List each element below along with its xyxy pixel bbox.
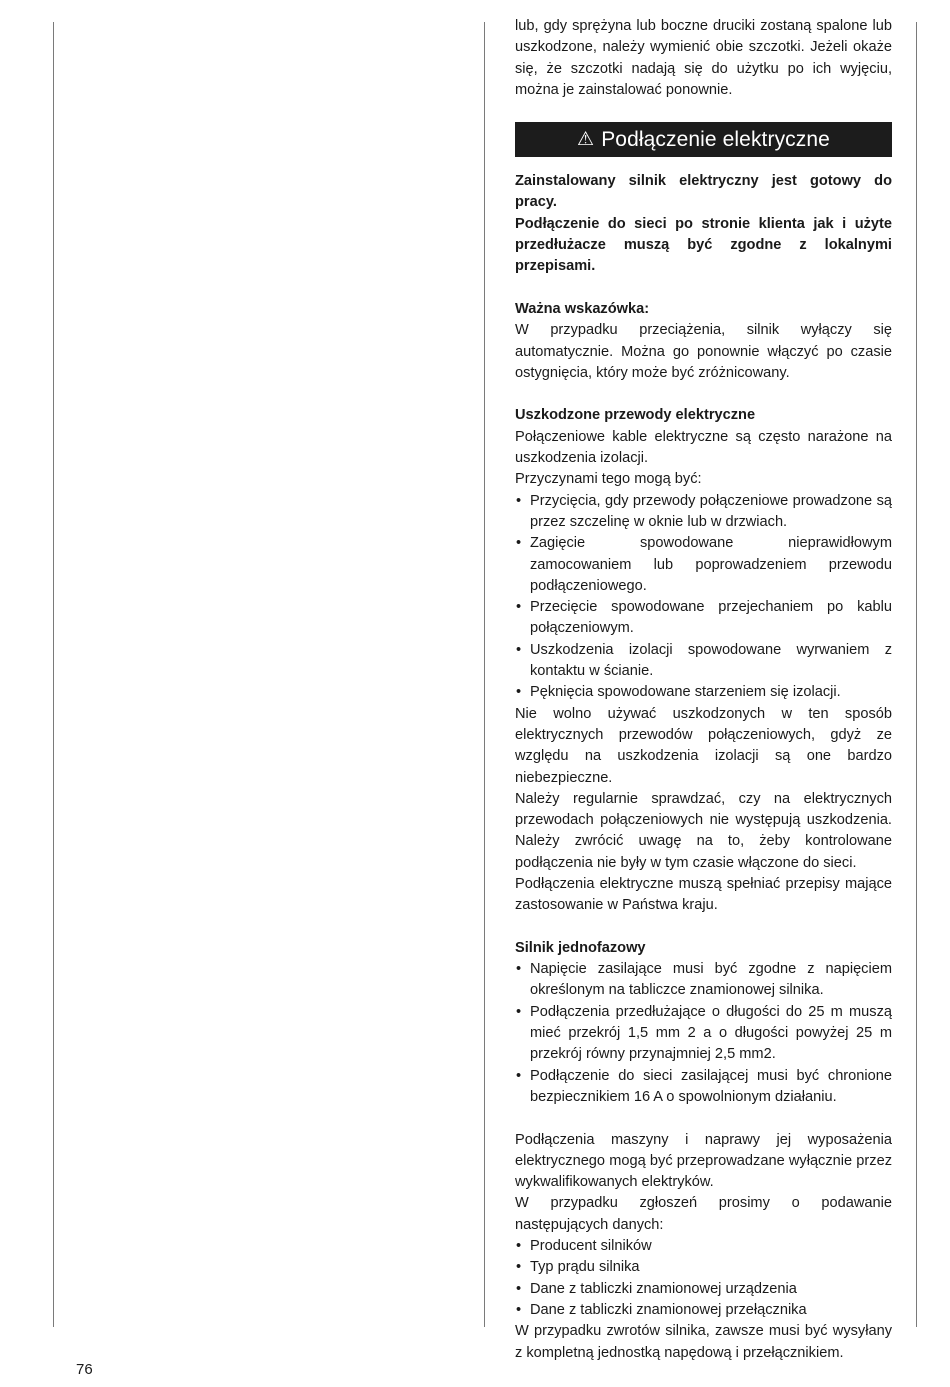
- single-phase-list: [515, 959, 892, 1108]
- paragraph: Należy regularnie sprawdzać, czy na elektrycznych przewodach połączeniowych nie występują uszkodzenia. Należy zwrócić uwagę na to, żeby kontrolowane podłączenia nie były w tym czasie włączone do sieci.: [515, 790, 892, 871]
- list-item: • Przecięcie spowodowane przejechaniem po kablu połączeniowym.: [515, 597, 892, 640]
- paragraph: Nie wolno używać uszkodzonych w ten sposób elektrycznych przewodów połączeniowych, gdyż ze względu na uszkodzenia izolacji są one bardzo niebezpieczne.: [515, 705, 892, 786]
- left-margin-rule: [53, 22, 54, 1327]
- section-title: Podłączenie elektryczne: [601, 128, 830, 152]
- report-data-list: [515, 1236, 892, 1321]
- list-item: • Przycięcia, gdy przewody połączeniowe prowadzone są przez szczelinę w oknie lub w drzwiach.: [515, 491, 892, 534]
- list-item: • Dane z tabliczki znamionowej urządzenia: [515, 1279, 892, 1300]
- intro-paragraph: lub, gdy sprężyna lub boczne druciki zostaną spalone lub uszkodzone, należy wymienić obie szczotki. Jeżeli okaże się, że szczotki nadają się do użytku po ich wyjęciu, można je zainstalować ponownie.: [515, 18, 892, 98]
- single-phase-heading: Silnik jednofazowy: [515, 939, 646, 956]
- center-divider-rule: [484, 22, 485, 1327]
- paragraph: Podłączenia elektryczne muszą spełniać przepisy mające zastosowanie w Państwa kraju.: [515, 875, 892, 914]
- paragraph: Przyczynami tego mogą być:: [515, 471, 702, 488]
- list-item: • Producent silników: [515, 1236, 892, 1257]
- list-item: • Pęknięcia spowodowane starzeniem się izolacji.: [515, 682, 892, 703]
- list-item: • Uszkodzenia izolacji spowodowane wyrwaniem z kontaktu w ścianie.: [515, 640, 892, 683]
- section-heading: [515, 122, 892, 157]
- text-column: [515, 16, 892, 1364]
- bold-statement: Zainstalowany silnik elektryczny jest gotowy do pracy.: [515, 173, 892, 211]
- causes-list: [515, 491, 892, 704]
- list-item: • Dane z tabliczki znamionowej przełącznika: [515, 1300, 892, 1321]
- warning-triangle-icon: ⚠: [577, 128, 595, 151]
- paragraph: Połączeniowe kable elektryczne są często narażone na uszkodzenia izolacji.: [515, 428, 892, 467]
- right-margin-rule: [916, 22, 917, 1327]
- list-item: • Zagięcie spowodowane nieprawidłowym zamocowaniem lub poprowadzeniem przewodu podłączeniowego.: [515, 533, 892, 597]
- paragraph: W przypadku zgłoszeń prosimy o podawanie następujących danych:: [515, 1195, 892, 1233]
- list-item: • Typ prądu silnika: [515, 1257, 892, 1278]
- damaged-cables-heading: Uszkodzone przewody elektryczne: [515, 407, 756, 424]
- page-number: 76: [76, 1361, 93, 1378]
- paragraph: Podłączenia maszyny i naprawy jej wyposażenia elektrycznego mogą być przeprowadzane wyłącznie przez wykwalifikowanych elektryków.: [515, 1131, 892, 1191]
- bold-statement: Podłączenie do sieci po stronie klienta jak i użyte przedłużacze muszą być zgodne z lokalnymi przepisami.: [515, 215, 892, 275]
- paragraph: W przypadku zwrotów silnika, zawsze musi być wysyłany z kompletną jednostką napędową i przełącznikiem.: [515, 1323, 892, 1361]
- note-text: W przypadku przeciążenia, silnik wyłączy się automatycznie. Można go ponownie włączyć po czasie ostygnięcia, który może być zróżnicowany.: [515, 322, 892, 381]
- note-heading: Ważna wskazówka:: [515, 300, 650, 317]
- list-item: • Napięcie zasilające musi być zgodne z napięciem określonym na tabliczce znamionowej silnika.: [515, 959, 892, 1002]
- list-item: • Podłączenia przedłużające o długości do 25 m muszą mieć przekrój 1,5 mm 2 a o długości powyżej 25 m przekrój równy przynajmniej 2,5 mm2.: [515, 1002, 892, 1066]
- list-item: • Podłączenie do sieci zasilającej musi być chronione bezpiecznikiem 16 A o spowolnionym działaniu.: [515, 1066, 892, 1109]
